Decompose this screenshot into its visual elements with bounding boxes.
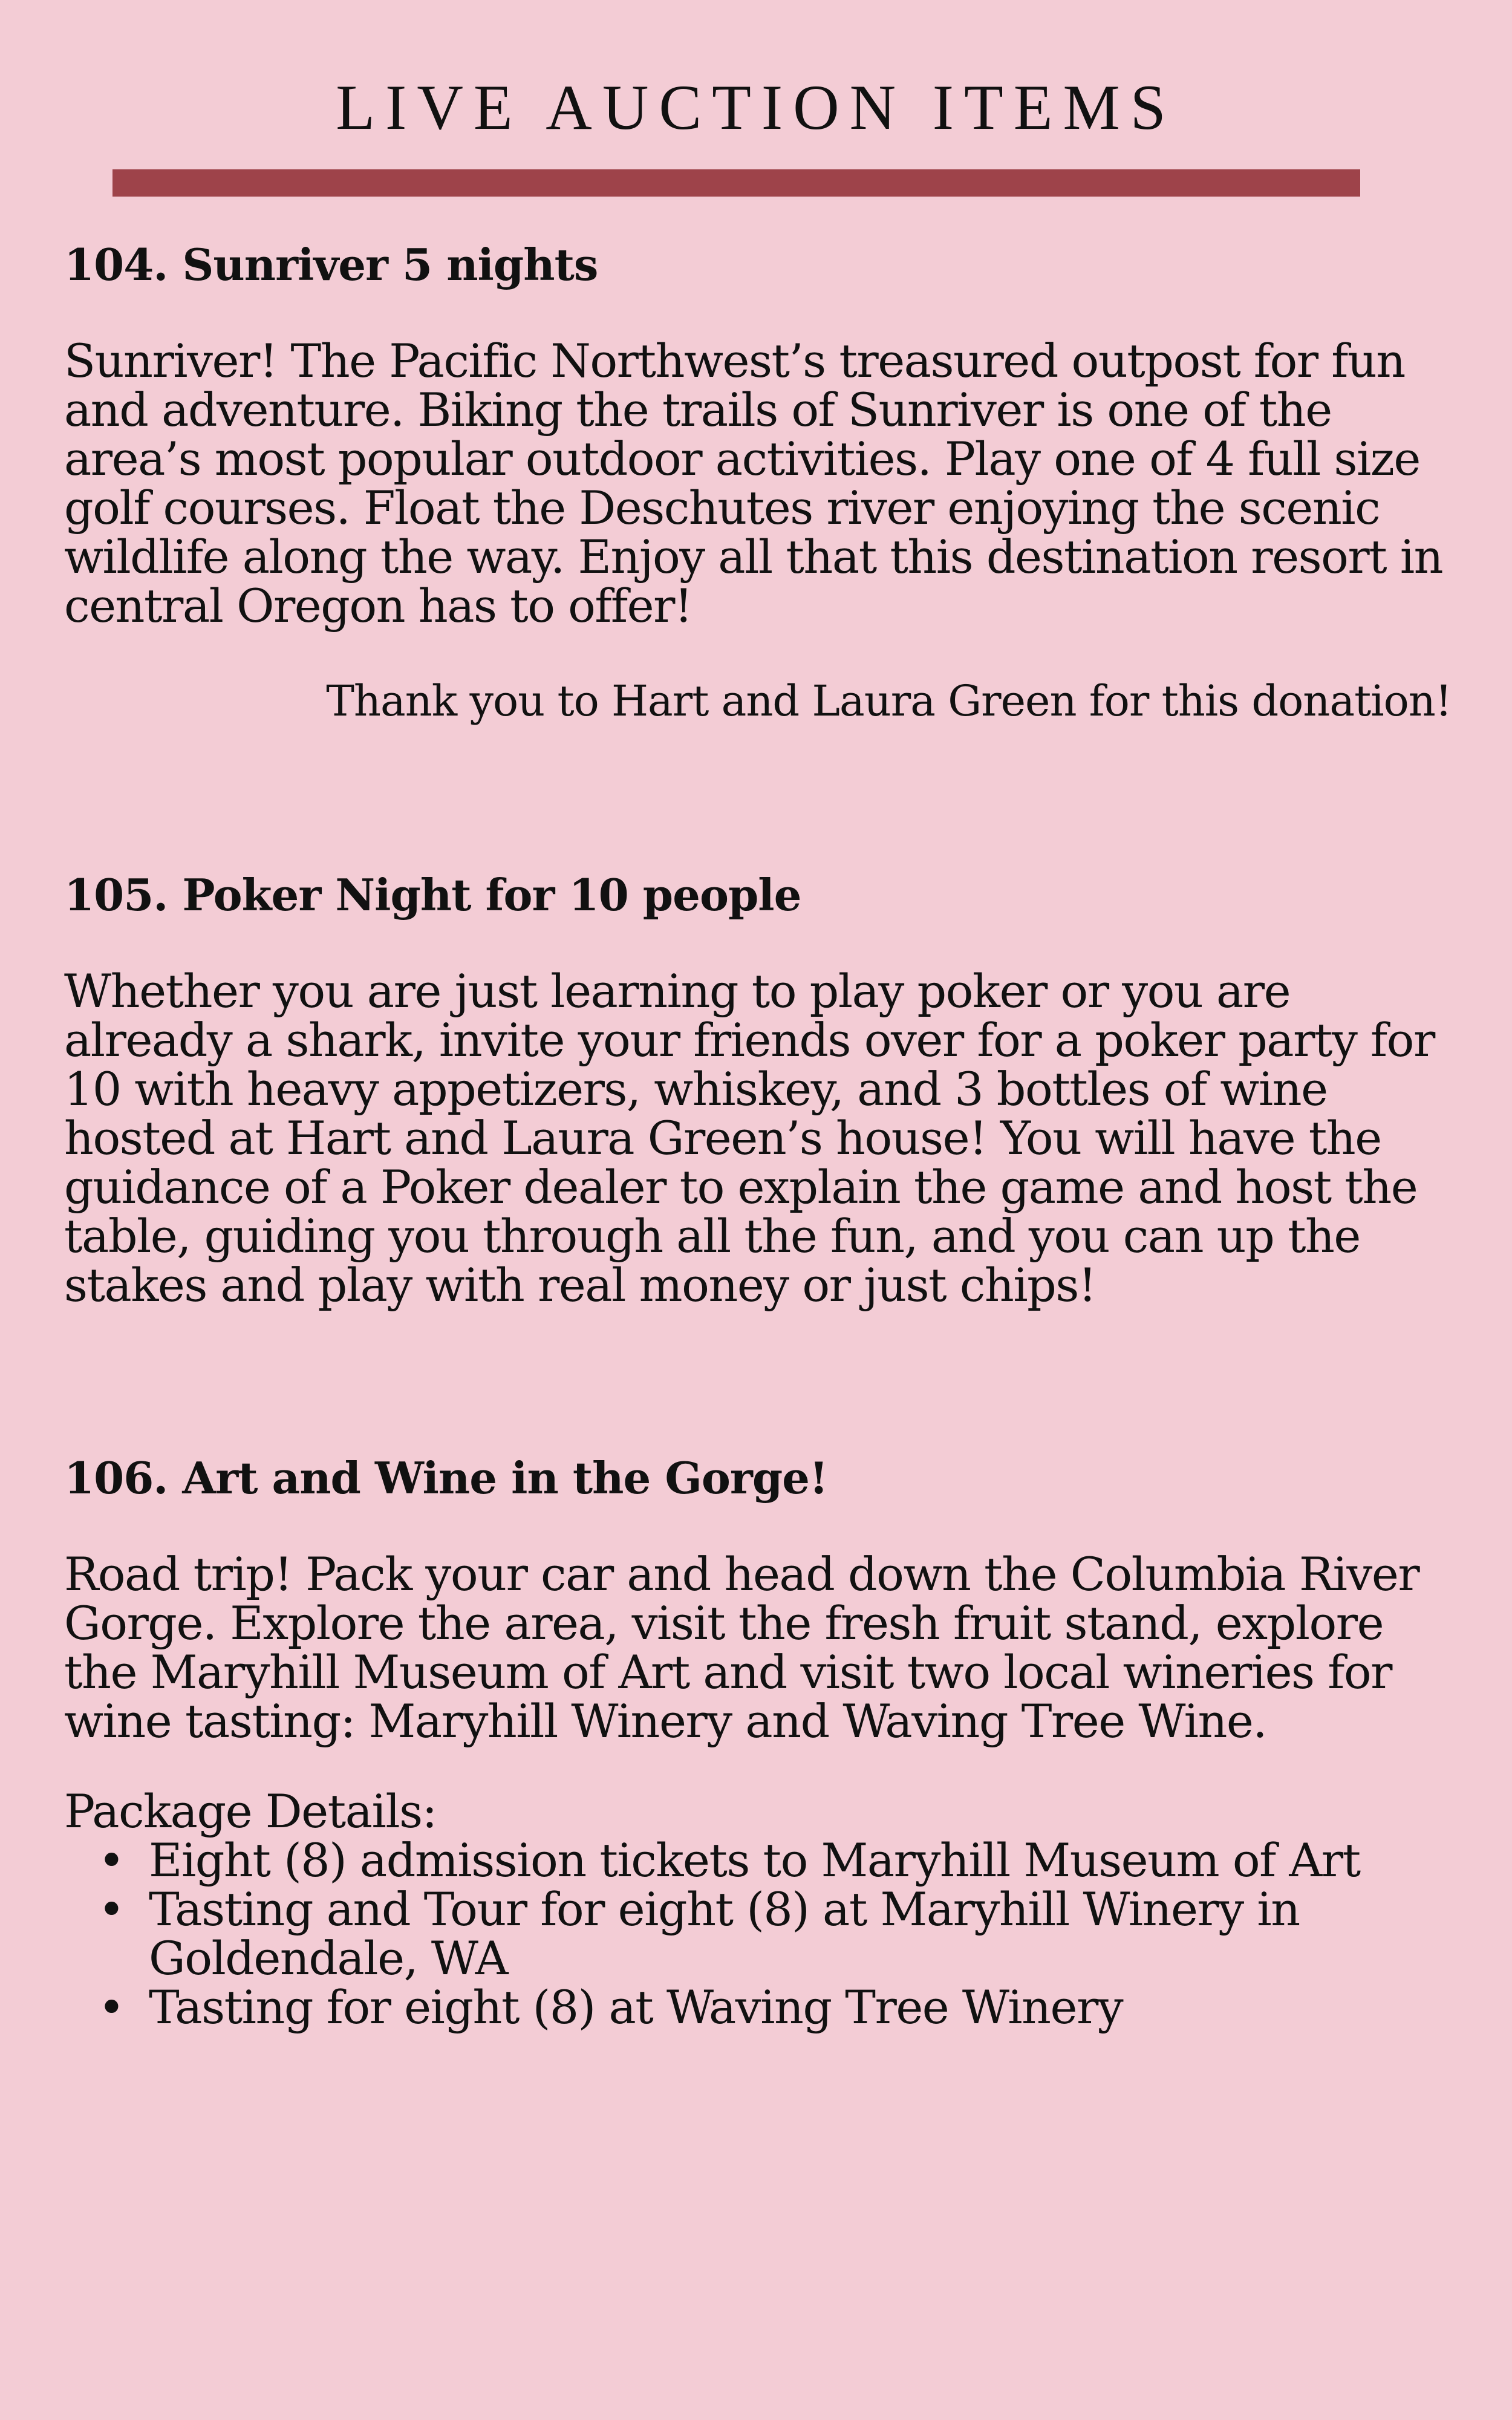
bullet-icon: • [98,1980,125,2034]
package-details-label: Package Details: [64,1784,437,1838]
package-details-list [64,1833,1455,2034]
title-divider [112,169,1360,197]
bullet-icon: • [98,1882,125,1936]
donor-thanks: Thank you to Hart and Laura Green for this donation! [326,676,1452,726]
item-description: Sunriver! The Pacific Northwest’s treasured outpost for fun and adventure. Biking the trails of Sunriver is one of the area’s most popular outdoor activities. Play one of 4 full size golf courses. Float the Deschutes river enjoying the scenic wildlife along the way. Enjoy all that this destination resort in central Oregon has to offer! [64,334,1443,633]
package-detail-item [64,1833,1455,1887]
item-title: 105. Poker Night for 10 people [64,869,801,921]
auction-item-106 [64,1452,1455,2034]
package-detail-text: Tasting for eight (8) at Waving Tree Winery [149,1980,1123,2034]
item-description: Whether you are just learning to play poker or you are already a shark, invite your friends over for a poker party for 10 with heavy appetizers, whiskey, and 3 bottles of wine hosted at Hart and Laura Green’s house! You will have the guidance of a Poker dealer to explain the game and host the table, guiding you through all the fun, and you can up the stakes and play with real money or just chips! [64,964,1435,1312]
package-detail-item [64,1980,1455,2034]
item-description: Road trip! Pack your car and head down the Columbia River Gorge. Explore the area, visit the fresh fruit stand, explore the Maryhill Museum of Art and visit two local wineries for wine tasting: Maryhill Winery and Waving Tree Wine. [64,1547,1419,1748]
bullet-icon: • [98,1833,125,1887]
page-title: LIVE AUCTION ITEMS [336,72,1176,143]
auction-item-105 [64,869,1455,1312]
auction-item-104 [64,239,1455,726]
item-title: 104. Sunriver 5 nights [64,239,598,290]
package-detail-item [64,1882,1455,1985]
item-title: 106. Art and Wine in the Gorge! [64,1452,828,1504]
package-detail-text: Tasting and Tour for eight (8) at Maryhill Winery in Goldendale, WA [149,1882,1300,1985]
package-detail-text: Eight (8) admission tickets to Maryhill Museum of Art [149,1833,1360,1887]
